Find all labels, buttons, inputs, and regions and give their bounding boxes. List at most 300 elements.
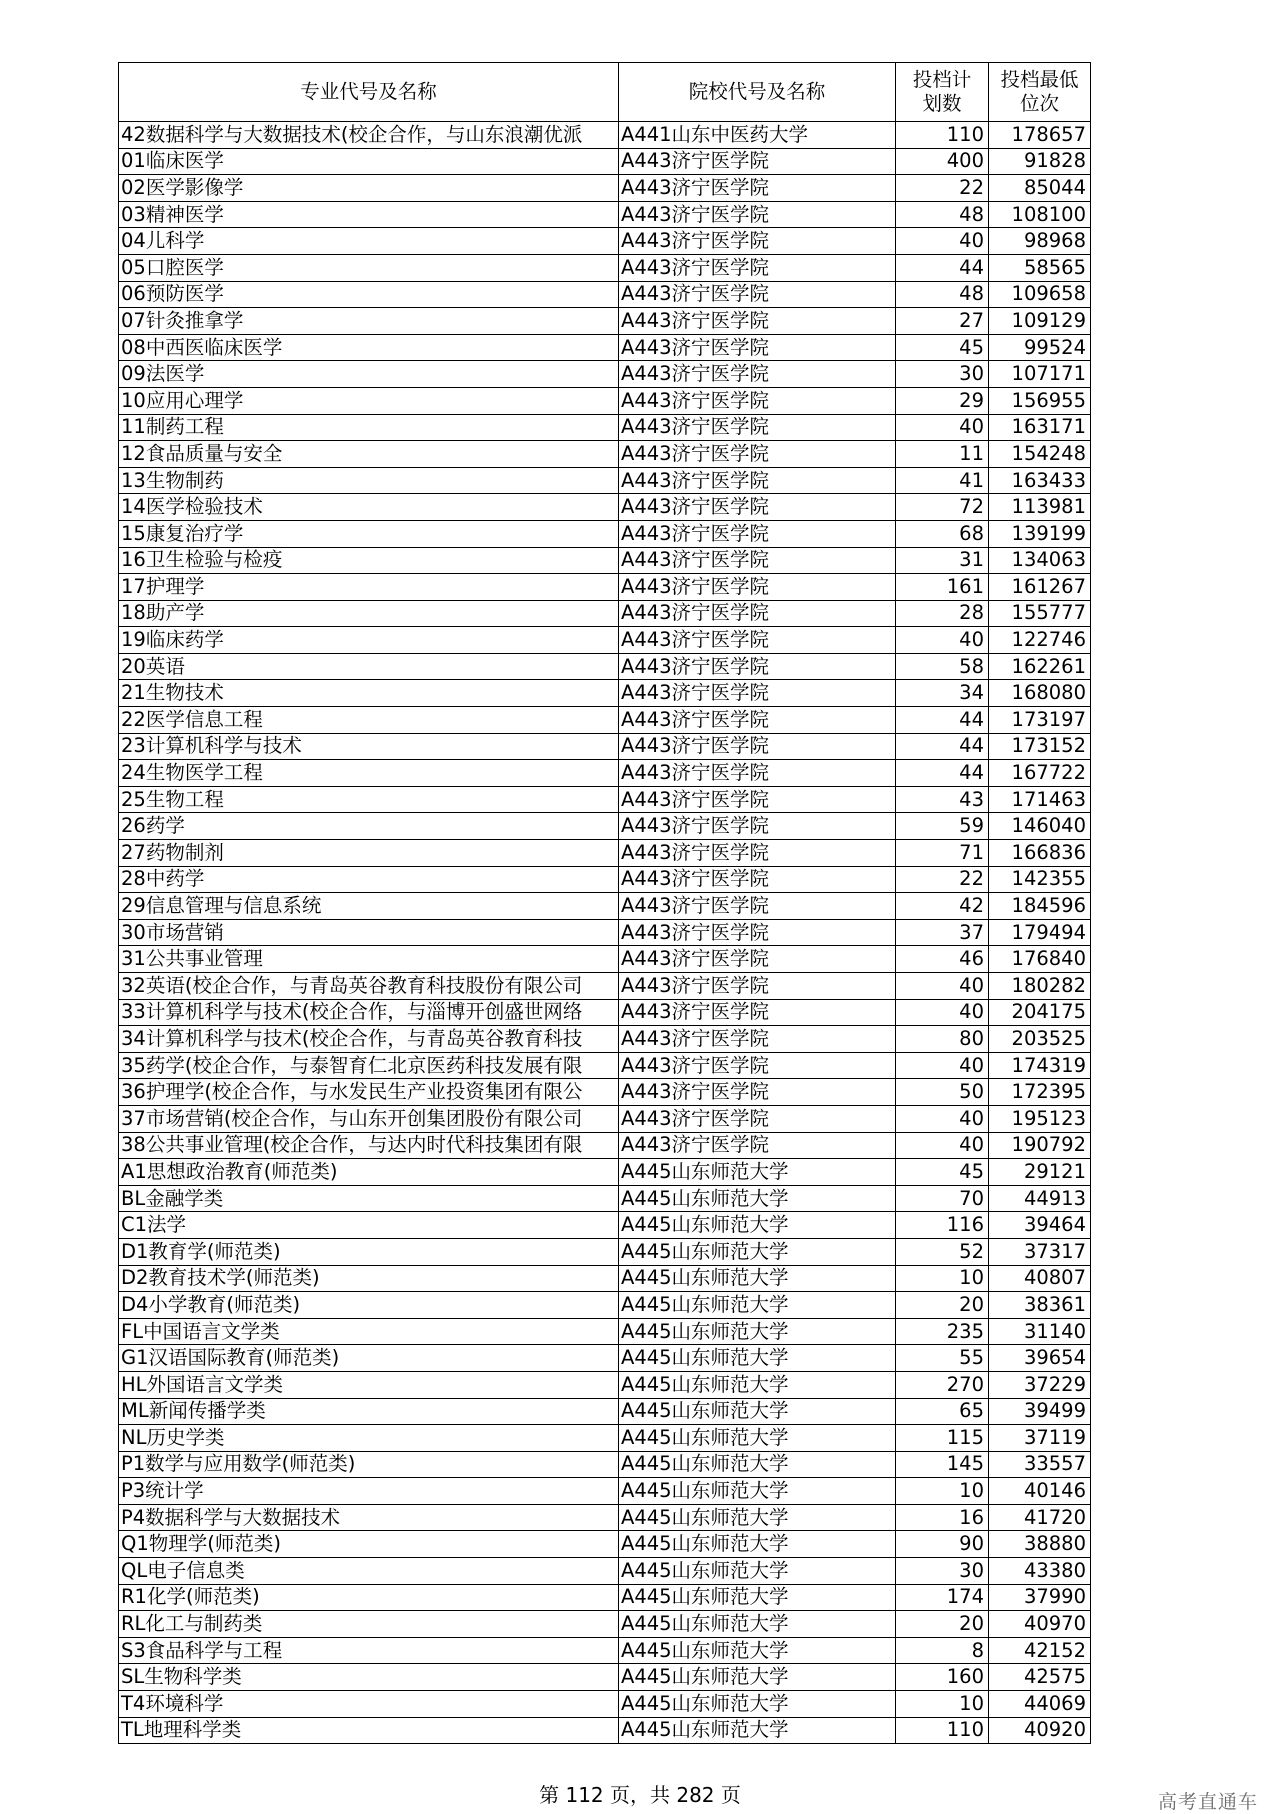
- rank-cell: 139199: [989, 520, 1091, 547]
- plan-cell: 40: [896, 414, 989, 441]
- table-row: [119, 1345, 1091, 1372]
- rank-cell: 40146: [989, 1478, 1091, 1505]
- major-cell: P1数学与应用数学(师范类): [119, 1451, 619, 1478]
- admission-table: [118, 62, 1091, 1744]
- major-cell: SL生物科学类: [119, 1664, 619, 1691]
- school-cell: A443济宁医学院: [619, 600, 896, 627]
- major-cell: 05口腔医学: [119, 254, 619, 281]
- rank-cell: 98968: [989, 228, 1091, 255]
- rank-cell: 178657: [989, 122, 1091, 149]
- school-cell: A443济宁医学院: [619, 387, 896, 414]
- major-cell: 27药物制剂: [119, 840, 619, 867]
- plan-cell: 400: [896, 148, 989, 175]
- table-row: [119, 467, 1091, 494]
- major-cell: 13生物制药: [119, 467, 619, 494]
- rank-cell: 173152: [989, 733, 1091, 760]
- major-cell: 16卫生检验与检疫: [119, 547, 619, 574]
- school-cell: A445山东师范大学: [619, 1265, 896, 1292]
- rank-cell: 173197: [989, 707, 1091, 734]
- plan-cell: 110: [896, 1717, 989, 1744]
- rank-cell: 37229: [989, 1371, 1091, 1398]
- major-cell: S3食品科学与工程: [119, 1637, 619, 1664]
- school-cell: A443济宁医学院: [619, 946, 896, 973]
- school-cell: A445山东师范大学: [619, 1531, 896, 1558]
- plan-cell: 22: [896, 866, 989, 893]
- rank-cell: 180282: [989, 973, 1091, 1000]
- plan-cell: 45: [896, 1159, 989, 1186]
- table-row: [119, 228, 1091, 255]
- table-row: [119, 1371, 1091, 1398]
- plan-cell: 40: [896, 1052, 989, 1079]
- school-cell: A443济宁医学院: [619, 520, 896, 547]
- major-cell: FL中国语言文学类: [119, 1318, 619, 1345]
- plan-cell: 11: [896, 441, 989, 468]
- rank-cell: 33557: [989, 1451, 1091, 1478]
- table-row: [119, 441, 1091, 468]
- plan-cell: 71: [896, 840, 989, 867]
- major-cell: 28中药学: [119, 866, 619, 893]
- table-row: [119, 680, 1091, 707]
- plan-cell: 22: [896, 175, 989, 202]
- plan-cell: 8: [896, 1637, 989, 1664]
- plan-cell: 30: [896, 361, 989, 388]
- rank-cell: 163433: [989, 467, 1091, 494]
- school-cell: A443济宁医学院: [619, 1026, 896, 1053]
- rank-cell: 91828: [989, 148, 1091, 175]
- school-cell: A445山东师范大学: [619, 1292, 896, 1319]
- school-cell: A443济宁医学院: [619, 441, 896, 468]
- major-cell: 19临床药学: [119, 627, 619, 654]
- rank-cell: 42152: [989, 1637, 1091, 1664]
- table-row: [119, 1185, 1091, 1212]
- plan-cell: 34: [896, 680, 989, 707]
- rank-cell: 156955: [989, 387, 1091, 414]
- plan-cell: 31: [896, 547, 989, 574]
- rank-cell: 40920: [989, 1717, 1091, 1744]
- school-cell: A443济宁医学院: [619, 201, 896, 228]
- table-row: [119, 1584, 1091, 1611]
- plan-cell: 48: [896, 201, 989, 228]
- plan-cell: 70: [896, 1185, 989, 1212]
- school-cell: A443济宁医学院: [619, 1105, 896, 1132]
- school-cell: A445山东师范大学: [619, 1212, 896, 1239]
- table-row: [119, 1451, 1091, 1478]
- major-cell: 09法医学: [119, 361, 619, 388]
- major-cell: BL金融学类: [119, 1185, 619, 1212]
- rank-cell: 134063: [989, 547, 1091, 574]
- plan-cell: 28: [896, 600, 989, 627]
- school-cell: A443济宁医学院: [619, 786, 896, 813]
- table-row: [119, 1478, 1091, 1505]
- plan-cell: 10: [896, 1691, 989, 1718]
- major-cell: 36护理学(校企合作，与水发民生产业投资集团有限公: [119, 1079, 619, 1106]
- school-cell: A445山东师范大学: [619, 1185, 896, 1212]
- header-rank: 投档最低 位次: [989, 63, 1091, 122]
- school-cell: A445山东师范大学: [619, 1558, 896, 1585]
- table-row: [119, 1531, 1091, 1558]
- plan-cell: 90: [896, 1531, 989, 1558]
- plan-cell: 43: [896, 786, 989, 813]
- plan-cell: 40: [896, 627, 989, 654]
- school-cell: A443济宁医学院: [619, 494, 896, 521]
- rank-cell: 142355: [989, 866, 1091, 893]
- rank-cell: 195123: [989, 1105, 1091, 1132]
- rank-cell: 167722: [989, 760, 1091, 787]
- table-header: [119, 63, 1091, 122]
- major-cell: 30市场营销: [119, 919, 619, 946]
- table-row: [119, 653, 1091, 680]
- rank-cell: 109129: [989, 308, 1091, 335]
- plan-cell: 10: [896, 1478, 989, 1505]
- school-cell: A443济宁医学院: [619, 866, 896, 893]
- school-cell: A445山东师范大学: [619, 1425, 896, 1452]
- school-cell: A443济宁医学院: [619, 361, 896, 388]
- plan-cell: 20: [896, 1611, 989, 1638]
- table-row: [119, 1398, 1091, 1425]
- plan-cell: 59: [896, 813, 989, 840]
- table-row: [119, 387, 1091, 414]
- major-cell: 33计算机科学与技术(校企合作，与淄博开创盛世网络: [119, 999, 619, 1026]
- major-cell: 42数据科学与大数据技术(校企合作，与山东浪潮优派: [119, 122, 619, 149]
- rank-cell: 39654: [989, 1345, 1091, 1372]
- plan-cell: 42: [896, 893, 989, 920]
- plan-cell: 10: [896, 1265, 989, 1292]
- table-row: [119, 254, 1091, 281]
- major-cell: 01临床医学: [119, 148, 619, 175]
- plan-cell: 44: [896, 760, 989, 787]
- plan-cell: 80: [896, 1026, 989, 1053]
- major-cell: T4环境科学: [119, 1691, 619, 1718]
- rank-cell: 42575: [989, 1664, 1091, 1691]
- rank-cell: 166836: [989, 840, 1091, 867]
- rank-cell: 43380: [989, 1558, 1091, 1585]
- school-cell: A443济宁医学院: [619, 308, 896, 335]
- major-cell: C1法学: [119, 1212, 619, 1239]
- table-row: [119, 1132, 1091, 1159]
- table-row: [119, 946, 1091, 973]
- school-cell: A443济宁医学院: [619, 414, 896, 441]
- major-cell: 22医学信息工程: [119, 707, 619, 734]
- rank-cell: 58565: [989, 254, 1091, 281]
- major-cell: 07针灸推拿学: [119, 308, 619, 335]
- major-cell: 31公共事业管理: [119, 946, 619, 973]
- table-row: [119, 1159, 1091, 1186]
- rank-cell: 155777: [989, 600, 1091, 627]
- school-cell: A445山东师范大学: [619, 1318, 896, 1345]
- plan-cell: 52: [896, 1238, 989, 1265]
- major-cell: D1教育学(师范类): [119, 1238, 619, 1265]
- plan-cell: 41: [896, 467, 989, 494]
- plan-cell: 115: [896, 1425, 989, 1452]
- table-row: [119, 334, 1091, 361]
- plan-cell: 68: [896, 520, 989, 547]
- major-cell: 24生物医学工程: [119, 760, 619, 787]
- school-cell: A445山东师范大学: [619, 1691, 896, 1718]
- plan-cell: 55: [896, 1345, 989, 1372]
- table-row: [119, 1052, 1091, 1079]
- table-row: [119, 281, 1091, 308]
- school-cell: A445山东师范大学: [619, 1159, 896, 1186]
- major-cell: NL历史学类: [119, 1425, 619, 1452]
- major-cell: 38公共事业管理(校企合作，与达内时代科技集团有限: [119, 1132, 619, 1159]
- major-cell: 20英语: [119, 653, 619, 680]
- rank-cell: 41720: [989, 1504, 1091, 1531]
- table-row: [119, 1238, 1091, 1265]
- table-row: [119, 813, 1091, 840]
- table-row: [119, 361, 1091, 388]
- rank-cell: 39499: [989, 1398, 1091, 1425]
- school-cell: A443济宁医学院: [619, 919, 896, 946]
- plan-cell: 65: [896, 1398, 989, 1425]
- plan-cell: 40: [896, 999, 989, 1026]
- school-cell: A445山东师范大学: [619, 1664, 896, 1691]
- table-row: [119, 1079, 1091, 1106]
- major-cell: D4小学教育(师范类): [119, 1292, 619, 1319]
- rank-cell: 179494: [989, 919, 1091, 946]
- plan-cell: 37: [896, 919, 989, 946]
- school-cell: A443济宁医学院: [619, 467, 896, 494]
- major-cell: D2教育技术学(师范类): [119, 1265, 619, 1292]
- major-cell: 35药学(校企合作，与泰智育仁北京医药科技发展有限: [119, 1052, 619, 1079]
- table-row: [119, 1318, 1091, 1345]
- school-cell: A445山东师范大学: [619, 1398, 896, 1425]
- plan-cell: 58: [896, 653, 989, 680]
- school-cell: A443济宁医学院: [619, 175, 896, 202]
- rank-cell: 162261: [989, 653, 1091, 680]
- school-cell: A443济宁医学院: [619, 281, 896, 308]
- table-row: [119, 175, 1091, 202]
- rank-cell: 174319: [989, 1052, 1091, 1079]
- table-row: [119, 1265, 1091, 1292]
- major-cell: 03精神医学: [119, 201, 619, 228]
- school-cell: A445山东师范大学: [619, 1611, 896, 1638]
- table-row: [119, 308, 1091, 335]
- major-cell: P4数据科学与大数据技术: [119, 1504, 619, 1531]
- plan-cell: 30: [896, 1558, 989, 1585]
- table-row: [119, 627, 1091, 654]
- rank-cell: 176840: [989, 946, 1091, 973]
- header-school: 院校代号及名称: [619, 63, 896, 122]
- school-cell: A443济宁医学院: [619, 813, 896, 840]
- plan-cell: 40: [896, 228, 989, 255]
- table-row: [119, 893, 1091, 920]
- table-row: [119, 786, 1091, 813]
- rank-cell: 39464: [989, 1212, 1091, 1239]
- rank-cell: 122746: [989, 627, 1091, 654]
- rank-cell: 40970: [989, 1611, 1091, 1638]
- school-cell: A443济宁医学院: [619, 148, 896, 175]
- rank-cell: 163171: [989, 414, 1091, 441]
- major-cell: HL外国语言文学类: [119, 1371, 619, 1398]
- table-row: [119, 494, 1091, 521]
- plan-cell: 174: [896, 1584, 989, 1611]
- plan-cell: 20: [896, 1292, 989, 1319]
- rank-cell: 109658: [989, 281, 1091, 308]
- major-cell: 12食品质量与安全: [119, 441, 619, 468]
- major-cell: 15康复治疗学: [119, 520, 619, 547]
- school-cell: A443济宁医学院: [619, 760, 896, 787]
- rank-cell: 154248: [989, 441, 1091, 468]
- school-cell: A443济宁医学院: [619, 1079, 896, 1106]
- plan-cell: 50: [896, 1079, 989, 1106]
- table-row: [119, 1425, 1091, 1452]
- school-cell: A443济宁医学院: [619, 840, 896, 867]
- table-row: [119, 1292, 1091, 1319]
- school-cell: A443济宁医学院: [619, 733, 896, 760]
- school-cell: A445山东师范大学: [619, 1478, 896, 1505]
- table-row: [119, 707, 1091, 734]
- plan-cell: 110: [896, 122, 989, 149]
- rank-cell: 184596: [989, 893, 1091, 920]
- school-cell: A445山东师范大学: [619, 1584, 896, 1611]
- major-cell: 32英语(校企合作，与青岛英谷教育科技股份有限公司: [119, 973, 619, 1000]
- school-cell: A445山东师范大学: [619, 1504, 896, 1531]
- rank-cell: 40807: [989, 1265, 1091, 1292]
- plan-cell: 145: [896, 1451, 989, 1478]
- major-cell: 14医学检验技术: [119, 494, 619, 521]
- rank-cell: 172395: [989, 1079, 1091, 1106]
- major-cell: 18助产学: [119, 600, 619, 627]
- major-cell: ML新闻传播学类: [119, 1398, 619, 1425]
- school-cell: A443济宁医学院: [619, 574, 896, 601]
- rank-cell: 38361: [989, 1292, 1091, 1319]
- page-number: 第 112 页，共 282 页: [539, 1783, 741, 1807]
- rank-cell: 203525: [989, 1026, 1091, 1053]
- table-row: [119, 1026, 1091, 1053]
- rank-cell: 38880: [989, 1531, 1091, 1558]
- major-cell: A1思想政治教育(师范类): [119, 1159, 619, 1186]
- table-row: [119, 1637, 1091, 1664]
- school-cell: A441山东中医药大学: [619, 122, 896, 149]
- rank-cell: 171463: [989, 786, 1091, 813]
- rank-cell: 107171: [989, 361, 1091, 388]
- table-row: [119, 1558, 1091, 1585]
- school-cell: A443济宁医学院: [619, 680, 896, 707]
- major-cell: 21生物技术: [119, 680, 619, 707]
- rank-cell: 108100: [989, 201, 1091, 228]
- table-row: [119, 148, 1091, 175]
- major-cell: 23计算机科学与技术: [119, 733, 619, 760]
- table-row: [119, 733, 1091, 760]
- table-row: [119, 1504, 1091, 1531]
- plan-cell: 29: [896, 387, 989, 414]
- rank-cell: 29121: [989, 1159, 1091, 1186]
- major-cell: 34计算机科学与技术(校企合作，与青岛英谷教育科技: [119, 1026, 619, 1053]
- school-cell: A445山东师范大学: [619, 1371, 896, 1398]
- rank-cell: 37119: [989, 1425, 1091, 1452]
- rank-cell: 99524: [989, 334, 1091, 361]
- table-row: [119, 574, 1091, 601]
- table-row: [119, 840, 1091, 867]
- plan-cell: 40: [896, 973, 989, 1000]
- plan-cell: 46: [896, 946, 989, 973]
- table-row: [119, 201, 1091, 228]
- major-cell: 04儿科学: [119, 228, 619, 255]
- school-cell: A443济宁医学院: [619, 999, 896, 1026]
- major-cell: 26药学: [119, 813, 619, 840]
- plan-cell: 160: [896, 1664, 989, 1691]
- plan-cell: 16: [896, 1504, 989, 1531]
- table-row: [119, 1105, 1091, 1132]
- table-row: [119, 1212, 1091, 1239]
- plan-cell: 40: [896, 1105, 989, 1132]
- table-row: [119, 973, 1091, 1000]
- major-cell: 25生物工程: [119, 786, 619, 813]
- rank-cell: 113981: [989, 494, 1091, 521]
- table-row: [119, 520, 1091, 547]
- major-cell: 11制药工程: [119, 414, 619, 441]
- school-cell: A443济宁医学院: [619, 228, 896, 255]
- plan-cell: 44: [896, 733, 989, 760]
- school-cell: A443济宁医学院: [619, 653, 896, 680]
- plan-cell: 45: [896, 334, 989, 361]
- school-cell: A443济宁医学院: [619, 893, 896, 920]
- header-major: 专业代号及名称: [119, 63, 619, 122]
- rank-cell: 37990: [989, 1584, 1091, 1611]
- major-cell: 10应用心理学: [119, 387, 619, 414]
- table-row: [119, 999, 1091, 1026]
- major-cell: 08中西医临床医学: [119, 334, 619, 361]
- plan-cell: 27: [896, 308, 989, 335]
- plan-cell: 116: [896, 1212, 989, 1239]
- header-plan: 投档计 划数: [896, 63, 989, 122]
- school-cell: A445山东师范大学: [619, 1451, 896, 1478]
- major-cell: 06预防医学: [119, 281, 619, 308]
- watermark: 高考直通车: [1157, 1791, 1258, 1813]
- table-row: [119, 547, 1091, 574]
- plan-cell: 161: [896, 574, 989, 601]
- school-cell: A443济宁医学院: [619, 334, 896, 361]
- plan-cell: 270: [896, 1371, 989, 1398]
- table-row: [119, 760, 1091, 787]
- table-row: [119, 1717, 1091, 1744]
- table-row: [119, 600, 1091, 627]
- major-cell: 37市场营销(校企合作，与山东开创集团股份有限公司: [119, 1105, 619, 1132]
- school-cell: A445山东师范大学: [619, 1238, 896, 1265]
- school-cell: A445山东师范大学: [619, 1345, 896, 1372]
- school-cell: A443济宁医学院: [619, 1052, 896, 1079]
- school-cell: A443济宁医学院: [619, 707, 896, 734]
- table-row: [119, 1611, 1091, 1638]
- school-cell: A443济宁医学院: [619, 547, 896, 574]
- table-row: [119, 866, 1091, 893]
- major-cell: QL电子信息类: [119, 1558, 619, 1585]
- plan-cell: 48: [896, 281, 989, 308]
- table-body: [119, 122, 1091, 1744]
- major-cell: TL地理科学类: [119, 1717, 619, 1744]
- school-cell: A445山东师范大学: [619, 1637, 896, 1664]
- major-cell: 02医学影像学: [119, 175, 619, 202]
- plan-cell: 235: [896, 1318, 989, 1345]
- table-row: [119, 919, 1091, 946]
- plan-cell: 72: [896, 494, 989, 521]
- rank-cell: 161267: [989, 574, 1091, 601]
- table-row: [119, 122, 1091, 149]
- school-cell: A443济宁医学院: [619, 254, 896, 281]
- table-row: [119, 1691, 1091, 1718]
- rank-cell: 146040: [989, 813, 1091, 840]
- plan-cell: 40: [896, 1132, 989, 1159]
- rank-cell: 44069: [989, 1691, 1091, 1718]
- table-row: [119, 414, 1091, 441]
- major-cell: Q1物理学(师范类): [119, 1531, 619, 1558]
- rank-cell: 204175: [989, 999, 1091, 1026]
- major-cell: P3统计学: [119, 1478, 619, 1505]
- rank-cell: 190792: [989, 1132, 1091, 1159]
- plan-cell: 44: [896, 254, 989, 281]
- school-cell: A443济宁医学院: [619, 973, 896, 1000]
- rank-cell: 37317: [989, 1238, 1091, 1265]
